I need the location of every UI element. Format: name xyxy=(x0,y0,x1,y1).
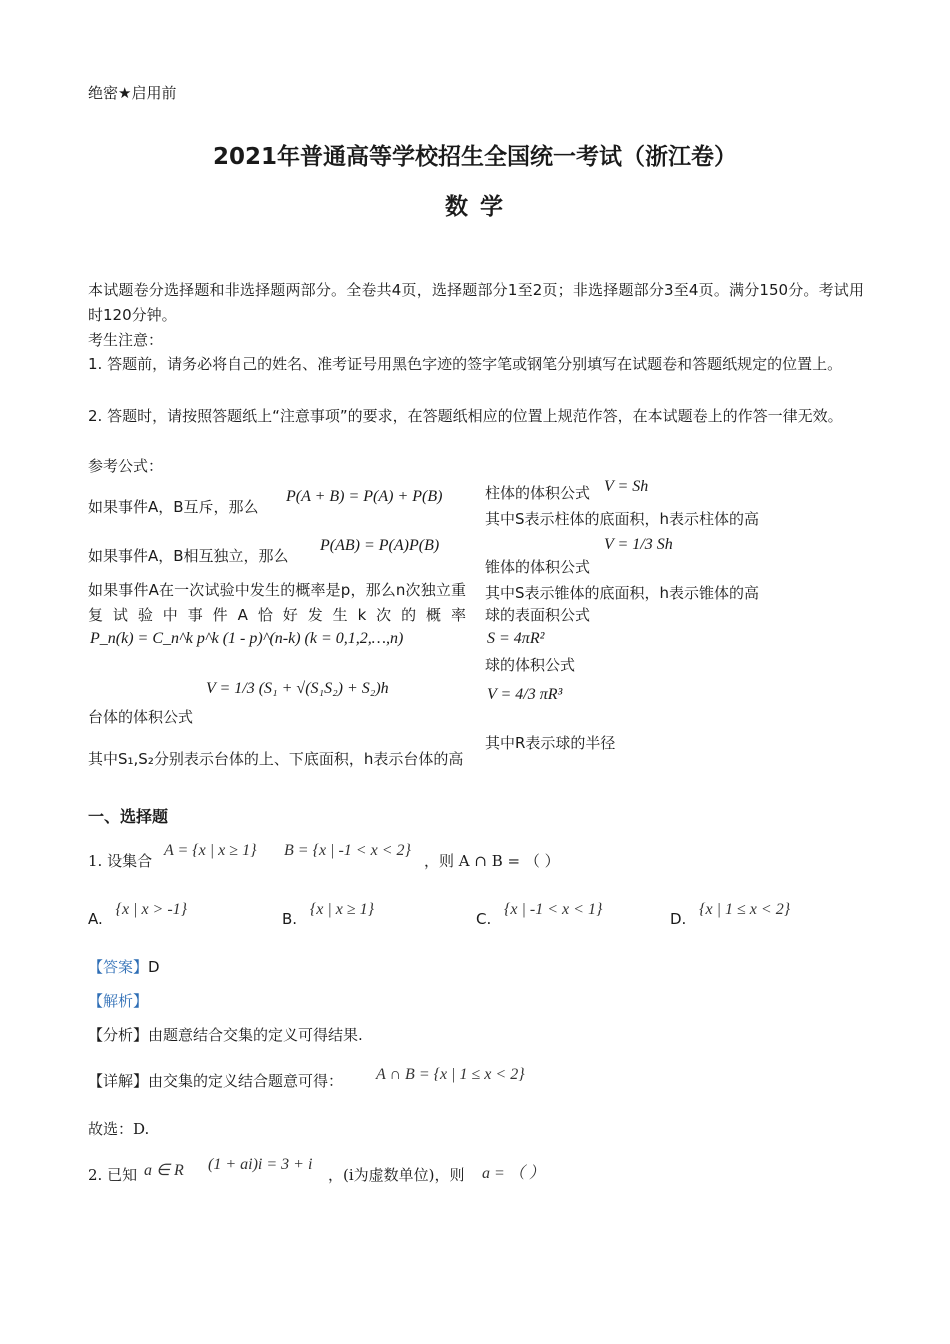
option-value: {x | x ≥ 1} xyxy=(309,901,375,918)
q1-option-d xyxy=(670,900,791,928)
prism-text: 柱体的体积公式 xyxy=(485,484,591,502)
q2-condition: a ∈ R xyxy=(144,1162,184,1179)
sphere-where: 其中R表示球的半径 xyxy=(485,734,616,752)
sphere-vol-formula: V = 4/3 πR³ xyxy=(487,686,563,703)
option-label: B. xyxy=(282,910,298,928)
intro-paragraph: 本试题卷分选择题和非选择题两部分。全卷共4页，选择题部分1至2页；非选择题部分3至4页。满分150分。考试用时120分钟。 xyxy=(88,281,864,324)
cone-where: 其中S表示锥体的底面积，h表示锥体的高 xyxy=(485,584,760,602)
indep-formula: P(AB) = P(A)P(B) xyxy=(320,537,440,554)
formulas-heading: 参考公式： xyxy=(88,457,164,475)
q1-option-a xyxy=(88,900,188,928)
q1-option-c xyxy=(476,900,603,928)
cone-formula: V = 1/3 Sh xyxy=(604,536,673,553)
prism-where: 其中S表示柱体的底面积，h表示柱体的高 xyxy=(485,510,760,528)
frustum-where: 其中S₁,S₂分别表示台体的上、下底面积，h表示台体的高 xyxy=(88,750,464,768)
frustum-formula: V = 1/3 (S₁ + √(S₁S₂) + S₂)h xyxy=(206,680,389,697)
binom-text: 如果事件A在一次试验中发生的概率是p，那么n次独立重复试验中事件A恰好发生k次的概率 xyxy=(88,581,466,624)
q1-fenxi: 【分析】由题意结合交集的定义可得结果. xyxy=(88,1026,363,1044)
exam-title: 2021年普通高等学校招生全国统一考试（浙江卷） xyxy=(212,144,737,170)
mutex-text: 如果事件A，B互斥，那么 xyxy=(88,498,259,516)
option-label: C. xyxy=(476,910,492,928)
q1-set-a: A = {x | x ≥ 1} xyxy=(164,842,257,859)
q1-option-b xyxy=(282,900,375,928)
q1-stem-prefix: 1. 设集合 xyxy=(88,852,153,870)
binom-formula: P_n(k) = C_n^k p^k (1 - p)^(n-k) (k = 0,1,2,…,n) xyxy=(90,630,404,647)
section-heading: 一、选择题 xyxy=(88,807,169,826)
analysis-tag: 【解析】 xyxy=(88,992,149,1010)
notice-item-1: 1. 答题前，请务必将自己的姓名、准考证号用黑色字迹的签字笔或钢笔分别填写在试题卷和答题纸规定的位置上。 xyxy=(88,355,843,373)
sphere-area-text: 球的表面积公式 xyxy=(485,606,591,624)
answer-value: D xyxy=(148,958,160,976)
sphere-area-formula: S = 4πR² xyxy=(487,630,545,647)
option-label: A. xyxy=(88,910,103,928)
q2-ask: a = （ ） xyxy=(482,1165,545,1182)
option-value: {x | x > -1} xyxy=(115,901,188,918)
q1-conclusion: 故选：D. xyxy=(88,1120,150,1138)
subject-title: 数 学 xyxy=(444,194,505,220)
answer-tag: 【答案】 xyxy=(88,958,149,976)
sphere-vol-text: 球的体积公式 xyxy=(485,656,576,674)
indep-text: 如果事件A，B相互独立，那么 xyxy=(88,547,289,565)
confidential-mark: 绝密★启用前 xyxy=(88,84,177,102)
option-value: {x | 1 ≤ x < 2} xyxy=(699,901,791,918)
option-value: {x | -1 < x < 1} xyxy=(504,901,603,918)
q1-stem-suffix: ，则 A ∩ B = （ ） xyxy=(424,852,560,870)
q1-answer xyxy=(88,956,160,977)
mutex-formula: P(A + B) = P(A) + P(B) xyxy=(286,488,443,505)
prism-formula: V = Sh xyxy=(604,478,649,495)
q1-detail-math: A ∩ B = {x | 1 ≤ x < 2} xyxy=(376,1066,525,1083)
q1-set-b: B = {x | -1 < x < 2} xyxy=(284,842,411,859)
frustum-text: 台体的体积公式 xyxy=(88,708,194,726)
q1-detail-prefix: 【详解】由交集的定义结合题意可得： xyxy=(88,1072,344,1090)
notice-heading: 考生注意： xyxy=(88,331,164,349)
q2-equation: (1 + ai)i = 3 + i xyxy=(208,1156,313,1173)
cone-text: 锥体的体积公式 xyxy=(485,558,591,576)
option-label: D. xyxy=(670,910,687,928)
q2-stem-prefix: 2. 已知 xyxy=(88,1166,138,1184)
notice-item-2: 2. 答题时，请按照答题纸上“注意事项”的要求，在答题纸相应的位置上规范作答，在本试题卷上的作答一律无效。 xyxy=(88,407,843,425)
q2-note: ，(i为虚数单位)，则 xyxy=(328,1166,465,1184)
